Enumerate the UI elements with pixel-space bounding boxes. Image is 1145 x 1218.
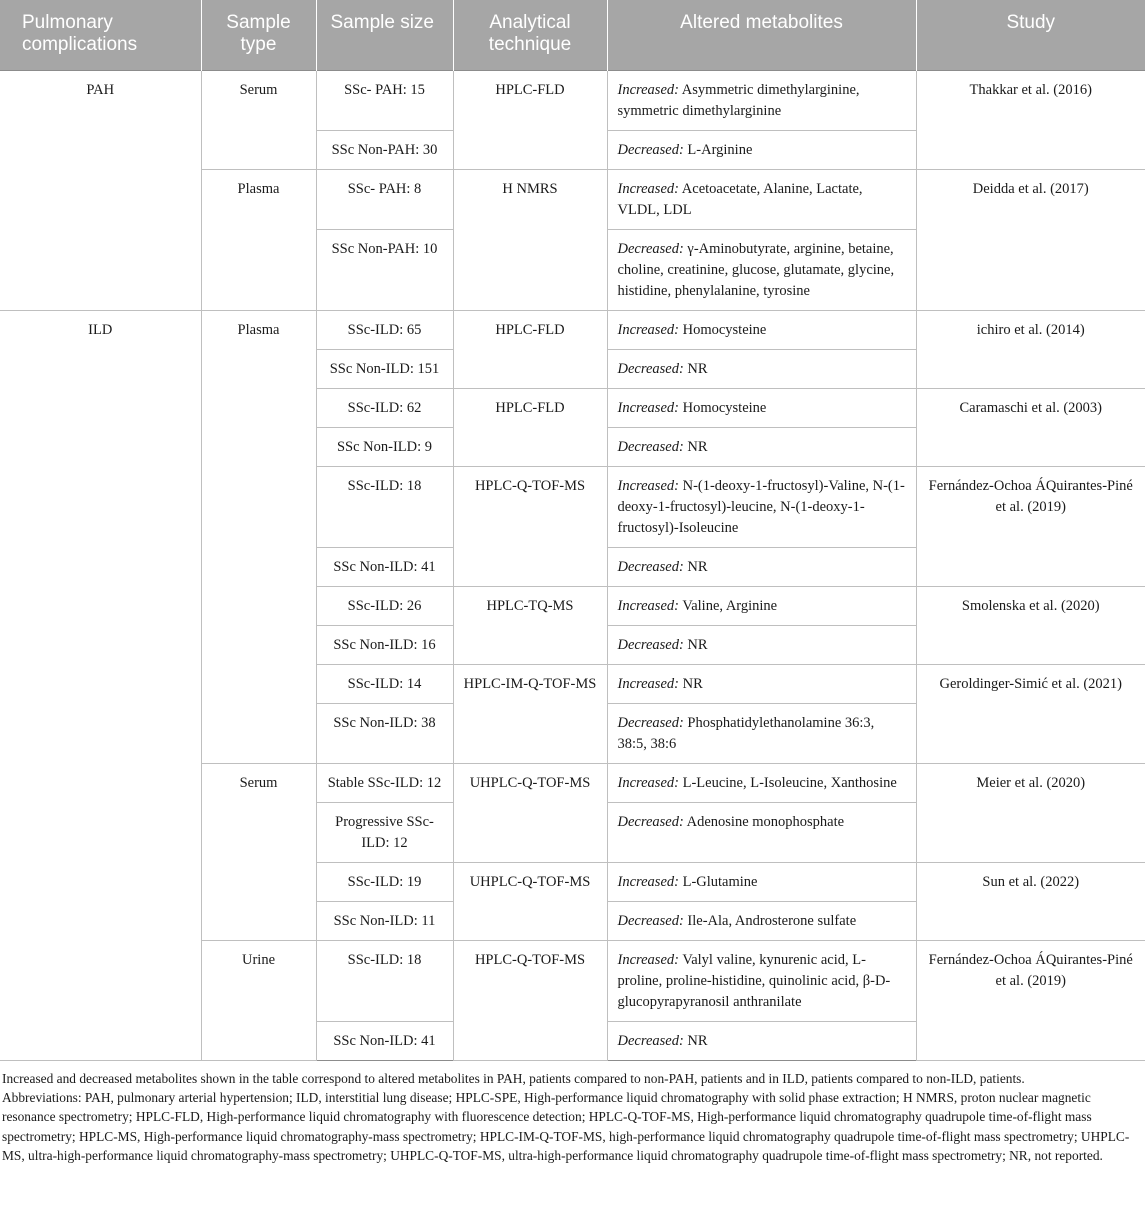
cell-sample-size: Progressive SSc-ILD: 12 (316, 802, 453, 862)
decreased-value: Phosphatidylethanolamine 36:3, 38:5, 38:6 (617, 714, 875, 752)
increased-label: Increased: (617, 180, 679, 197)
decreased-value: L-Arginine (687, 141, 753, 158)
cell-study: Meier et al. (2020) (916, 763, 1145, 862)
increased-label: Increased: (617, 477, 679, 494)
table-header (0, 0, 1145, 70)
footnote-abbreviations: Abbreviations: PAH, pulmonary arterial hypertension; ILD, interstitial lung disease; HPLC-SPE, High-performance liquid chromatography with solid phase extraction; H NMRS, proton nuclear magnetic resonance spectrometry; HPLC-FLD, High-performance liquid chromatography with fluorescence detection; HPLC-Q-TOF-MS, High-performance liquid chromatography quadrupole time-of-flight mass spectrometry; HPLC-MS, High-performance liquid chromatography-mass spectrometry; HPLC-IM-Q-TOF-MS, high-performance liquid chromatography quadrupole time-of-flight mass spectrometry; UHPLC-MS, ultra-high-performance liquid chromatography-mass spectrometry; UHPLC-Q-TOF-MS, ultra-high-performance liquid chromatography quadrupole time-of-flight mass spectrometry; NR, not reported. (2, 1089, 1130, 1164)
cell-metabolites (607, 586, 916, 625)
cell-sample-size: SSc-ILD: 14 (316, 664, 453, 703)
decreased-label: Decreased: (617, 1032, 684, 1049)
cell-sample-size: SSc Non-ILD: 151 (316, 349, 453, 388)
cell-complication: ILD (0, 310, 201, 1060)
cell-metabolites (607, 901, 916, 940)
cell-sample-size: SSc Non-ILD: 9 (316, 427, 453, 466)
table-body (0, 70, 1145, 1060)
header-analytical-technique: Analytical technique (453, 0, 607, 70)
cell-technique: HPLC-Q-TOF-MS (453, 466, 607, 586)
increased-value: L-Glutamine (682, 873, 758, 890)
increased-label: Increased: (617, 951, 679, 968)
decreased-label: Decreased: (617, 813, 684, 830)
increased-value: Homocysteine (682, 321, 767, 338)
cell-metabolites (607, 169, 916, 229)
cell-sample-size: SSc-ILD: 65 (316, 310, 453, 349)
cell-technique: HPLC-Q-TOF-MS (453, 940, 607, 1060)
decreased-label: Decreased: (617, 714, 684, 731)
increased-label: Increased: (617, 774, 679, 791)
header-sample-size: Sample size (316, 0, 453, 70)
cell-technique: HPLC-IM-Q-TOF-MS (453, 664, 607, 763)
cell-sample-size: SSc Non-ILD: 41 (316, 1021, 453, 1060)
cell-technique: HPLC-FLD (453, 388, 607, 466)
cell-sample-size: SSc Non-ILD: 38 (316, 703, 453, 763)
decreased-value: NR (687, 636, 708, 653)
cell-sample-type: Urine (201, 940, 316, 1060)
cell-metabolites (607, 547, 916, 586)
table-row (0, 70, 1145, 130)
cell-technique: HPLC-FLD (453, 310, 607, 388)
cell-sample-size: SSc- PAH: 8 (316, 169, 453, 229)
increased-label: Increased: (617, 675, 679, 692)
header-row (0, 0, 1145, 70)
cell-metabolites (607, 229, 916, 310)
cell-metabolites (607, 1021, 916, 1060)
cell-metabolites (607, 703, 916, 763)
cell-sample-size: SSc- PAH: 15 (316, 70, 453, 130)
cell-metabolites (607, 349, 916, 388)
increased-value: Homocysteine (682, 399, 767, 416)
cell-metabolites (607, 130, 916, 169)
decreased-value: NR (687, 438, 708, 455)
cell-metabolites (607, 466, 916, 547)
cell-sample-size: SSc Non-PAH: 10 (316, 229, 453, 310)
cell-sample-size: SSc Non-ILD: 16 (316, 625, 453, 664)
footnote-note: Increased and decreased metabolites shown in the table correspond to altered metabolites in PAH, patients compared to non-PAH, patients and in ILD, patients compared to non-ILD, patients. (2, 1070, 1025, 1086)
increased-label: Increased: (617, 321, 679, 338)
decreased-label: Decreased: (617, 558, 684, 575)
increased-value: Valyl valine, kynurenic acid, L-proline, proline-histidine, quinolinic acid, β-D-glucopyrapyranosil anthranilate (617, 951, 891, 1010)
decreased-value: Ile-Ala, Androsterone sulfate (687, 912, 857, 929)
increased-label: Increased: (617, 597, 679, 614)
cell-sample-size: Stable SSc-ILD: 12 (316, 763, 453, 802)
decreased-label: Decreased: (617, 141, 684, 158)
cell-study: Sun et al. (2022) (916, 862, 1145, 940)
cell-study: Caramaschi et al. (2003) (916, 388, 1145, 466)
increased-value: Acetoacetate, Alanine, Lactate, VLDL, LDL (617, 180, 863, 218)
cell-sample-type: Plasma (201, 169, 316, 310)
cell-study: Fernández-Ochoa ÁQuirantes-Piné et al. (2019) (916, 940, 1145, 1060)
cell-complication: PAH (0, 70, 201, 310)
increased-label: Increased: (617, 81, 679, 98)
cell-study: Geroldinger-Simić et al. (2021) (916, 664, 1145, 763)
cell-study: ichiro et al. (2014) (916, 310, 1145, 388)
header-altered-metabolites: Altered metabolites (607, 0, 916, 70)
cell-sample-size: SSc Non-ILD: 41 (316, 547, 453, 586)
cell-sample-type: Serum (201, 763, 316, 940)
decreased-value: NR (687, 558, 708, 575)
decreased-label: Decreased: (617, 912, 684, 929)
decreased-label: Decreased: (617, 636, 684, 653)
cell-sample-size: SSc-ILD: 18 (316, 940, 453, 1021)
cell-sample-size: SSc-ILD: 18 (316, 466, 453, 547)
cell-sample-size: SSc-ILD: 19 (316, 862, 453, 901)
decreased-value: NR (687, 360, 708, 377)
cell-technique: HPLC-TQ-MS (453, 586, 607, 664)
cell-metabolites (607, 802, 916, 862)
cell-metabolites (607, 763, 916, 802)
cell-metabolites (607, 862, 916, 901)
decreased-value: NR (687, 1032, 708, 1049)
cell-study: Thakkar et al. (2016) (916, 70, 1145, 169)
decreased-label: Decreased: (617, 240, 684, 257)
decreased-value: Adenosine monophosphate (686, 813, 845, 830)
increased-value: Asymmetric dimethylarginine, symmetric dimethylarginine (617, 81, 860, 119)
increased-label: Increased: (617, 873, 679, 890)
cell-metabolites (607, 664, 916, 703)
increased-value: Valine, Arginine (682, 597, 778, 614)
cell-sample-size: SSc-ILD: 26 (316, 586, 453, 625)
header-pulmonary-complications: Pulmonary complications (0, 0, 201, 70)
cell-metabolites (607, 388, 916, 427)
cell-technique: UHPLC-Q-TOF-MS (453, 763, 607, 862)
cell-technique: UHPLC-Q-TOF-MS (453, 862, 607, 940)
increased-value: L-Leucine, L-Isoleucine, Xanthosine (682, 774, 897, 791)
increased-value: N-(1-deoxy-1-fructosyl)-Valine, N-(1-deoxy-1-fructosyl)-leucine, N-(1-deoxy-1-fructosyl)-Isoleucine (617, 477, 905, 536)
cell-metabolites (607, 310, 916, 349)
decreased-value: γ-Aminobutyrate, arginine, betaine, choline, creatinine, glucose, glutamate, glycine, histidine, phenylalanine, tyrosine (617, 240, 895, 299)
cell-sample-type: Serum (201, 70, 316, 169)
cell-sample-size: SSc Non-ILD: 11 (316, 901, 453, 940)
cell-technique: HPLC-FLD (453, 70, 607, 169)
header-sample-type: Sample type (201, 0, 316, 70)
cell-metabolites (607, 427, 916, 466)
cell-study: Smolenska et al. (2020) (916, 586, 1145, 664)
table-row (0, 310, 1145, 349)
cell-sample-size: SSc Non-PAH: 30 (316, 130, 453, 169)
cell-sample-type: Plasma (201, 310, 316, 763)
cell-metabolites (607, 70, 916, 130)
cell-metabolites (607, 940, 916, 1021)
increased-value: NR (682, 675, 703, 692)
header-study: Study (916, 0, 1145, 70)
table-footnote (0, 1061, 1145, 1166)
decreased-label: Decreased: (617, 438, 684, 455)
cell-sample-size: SSc-ILD: 62 (316, 388, 453, 427)
cell-technique: H NMRS (453, 169, 607, 310)
cell-metabolites (607, 625, 916, 664)
decreased-label: Decreased: (617, 360, 684, 377)
cell-study: Fernández-Ochoa ÁQuirantes-Piné et al. (2019) (916, 466, 1145, 586)
cell-study: Deidda et al. (2017) (916, 169, 1145, 310)
increased-label: Increased: (617, 399, 679, 416)
